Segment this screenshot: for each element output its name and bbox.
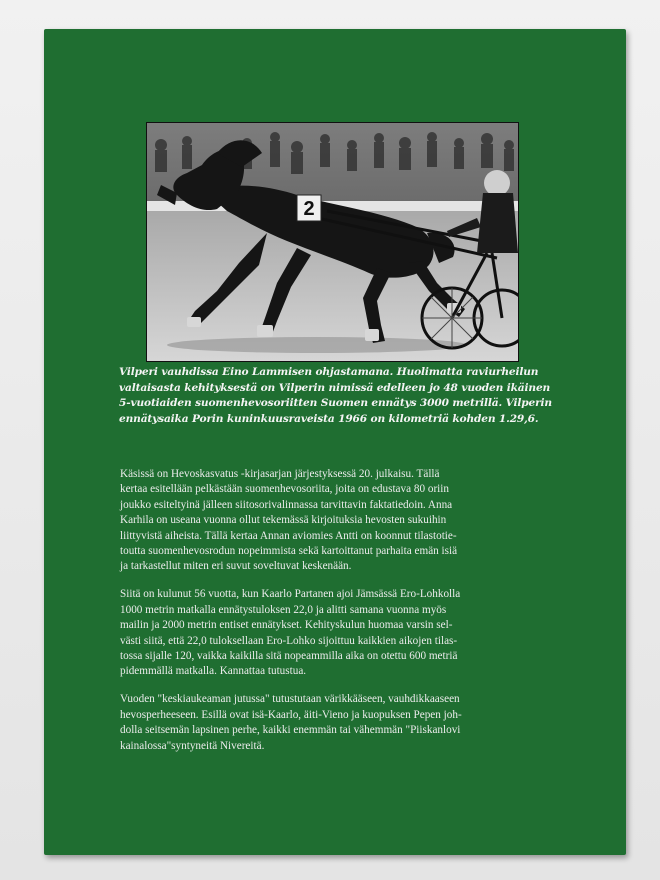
caption-line: Vilperi vauhdissa Eino Lammisen ohjastamana. Huolimatta raviurheilun	[119, 366, 539, 378]
race-number: 2	[303, 198, 315, 220]
text-line: Siitä on kulunut 56 vuotta, kun Kaarlo Partanen ajoi Jämsässä Ero-Lohkolla	[120, 588, 461, 601]
caption-line: 5-vuotiaiden suomenhevosoriitten Suomen ennätys 3000 metrillä. Vilperin	[119, 397, 552, 410]
wheel-spokes	[422, 288, 482, 348]
paragraph-intro	[120, 467, 550, 575]
text-line: västi siitä, että 22,0 tuloksellaan Ero-Lohko sijoittuu kaikkien aikojen tilas-	[120, 634, 458, 647]
shadow	[167, 337, 467, 353]
text-line: pidemmällä matkalla. Kannattaa tutustua.	[120, 665, 307, 678]
text-line: Vuoden "keskiaukeaman jutussa" tutustutaan värikkääseen, vauhdikkaaseen	[120, 693, 460, 706]
cover-content	[44, 29, 626, 855]
text-line: kertaa esitellään pelkästään suomenhevosoriita, joita on edustava 80 oriin	[120, 483, 449, 496]
text-line: tossa sijalle 120, vaikka kaikilla sitä nopeammilla aika on otettu 600 metriä	[120, 650, 458, 663]
text-line: Karhila on useana vuonna ollut tekemässä kirjoituksia hevosten sukuihin	[120, 514, 447, 527]
text-line: toutta suomenhevosrodun nopeimmista sekä kartoittanut parhaita emän isiä	[120, 545, 458, 558]
text-line: ja tarkastellut miten eri suvut soveltuvat keskenään.	[120, 560, 352, 573]
text-line: liittyvistä aiheista. Tällä kertaa Annan aviomies Antti on koonnut tilastotie-	[120, 529, 457, 542]
text-line: dolla seitsemän lapsinen perhe, kaikki enemmän tai vähemmän "Piiskanlovi	[120, 724, 461, 737]
caption-line: ennätysaika Porin kuninkuusraveista 1966 on kilometriä kohden 1.29,6.	[119, 412, 539, 425]
text-line: Käsissä on Hevoskasvatus -kirjasarjan järjestyksessä 20. julkaisu. Tällä	[120, 468, 440, 480]
horse-and-sulky-photo	[146, 122, 519, 362]
text-line: joukko esiteltyinä jälleen siitosorivalinnassa tarvittavin faktatiedoin. Anna	[120, 498, 453, 511]
paragraph-feature-story	[120, 692, 550, 754]
text-line: mailin ja 2000 metrin entiset ennätykset. Kehityskulun huomaa varsin sel-	[120, 619, 453, 632]
back-cover-description	[120, 467, 550, 767]
race-number-bib	[297, 195, 321, 221]
text-line: hevosperheeseen. Esillä ovat isä-Kaarlo, äiti-Vieno ja kuopuksen Pepen joh-	[120, 708, 462, 721]
trotting-race-illustration	[147, 123, 518, 361]
caption-line: valtaisasta kehityksestä on Vilperin nimissä edelleen jo 48 vuoden ikäinen	[119, 381, 551, 394]
photo-caption	[119, 365, 552, 427]
text-line: kainalossa"syntyneitä Nivereitä.	[120, 739, 265, 752]
paragraph-ero-lohko	[120, 587, 550, 679]
text-line: 1000 metrin matkalla ennätystuloksen 22,0 ja alitti samana vuonna myös	[120, 603, 447, 616]
